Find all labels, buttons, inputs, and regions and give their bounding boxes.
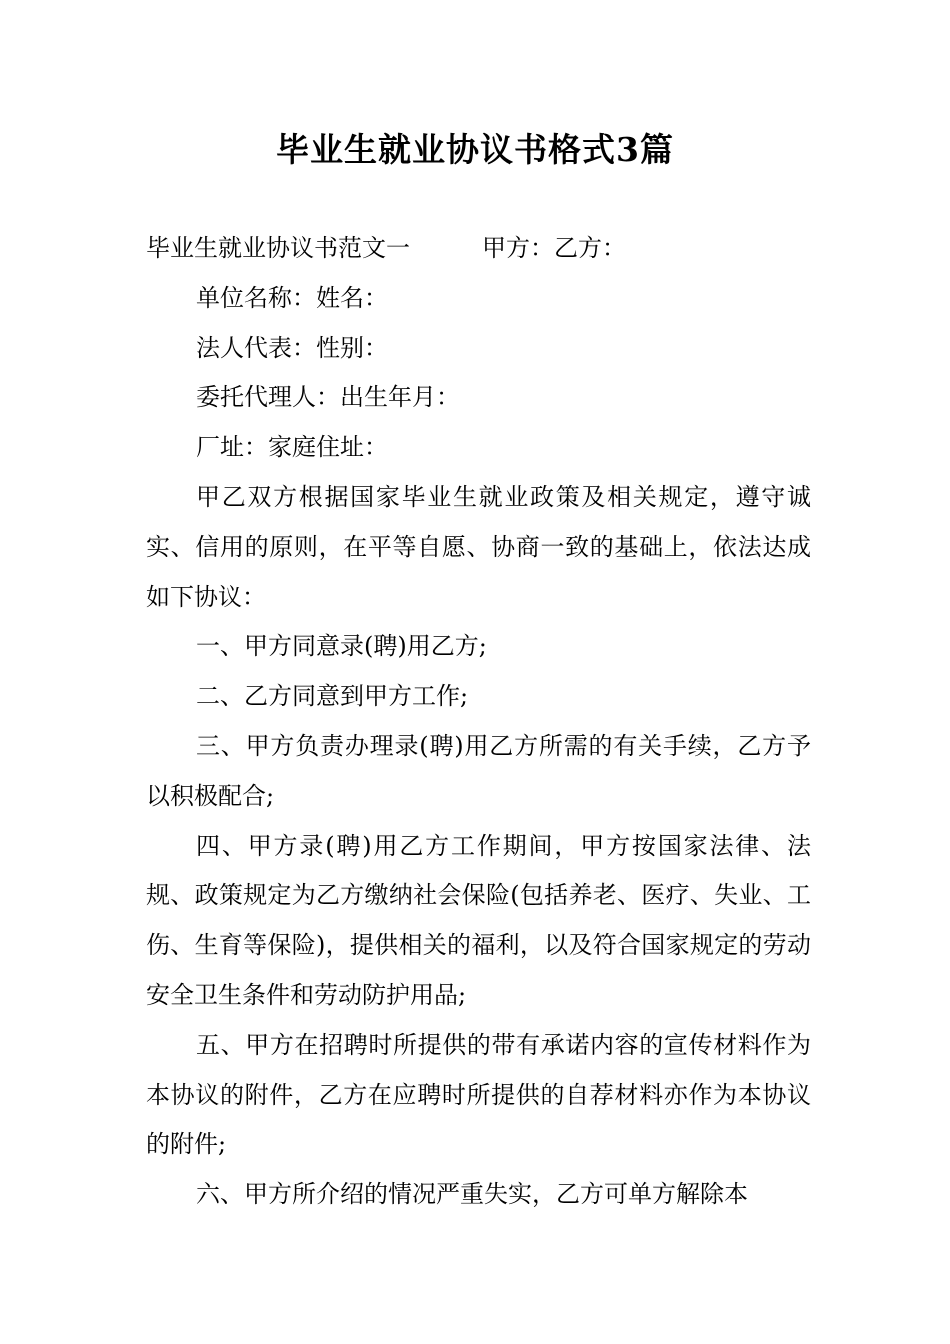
paragraph-clause-3: 三、甲方负责办理录(聘)用乙方所需的有关手续，乙方予以积极配合; — [146, 731, 811, 810]
paragraph-address: 厂址：家庭住址： — [196, 433, 388, 462]
document-body — [146, 224, 811, 1220]
paragraph-clause-6: 六、甲方所介绍的情况严重失实，乙方可单方解除本 — [196, 1180, 748, 1209]
paragraph-unit-name: 单位名称：姓名： — [196, 283, 388, 312]
paragraph-clause-1: 一、甲方同意录(聘)用乙方; — [196, 632, 487, 661]
paragraph-agent: 委托代理人：出生年月： — [196, 383, 460, 412]
paragraph-clause-5: 五、甲方在招聘时所提供的带有承诺内容的宣传材料作为本协议的附件，乙方在应聘时所提供的自荐材料亦作为本协议的附件; — [146, 1030, 811, 1159]
section-heading-line: 毕业生就业协议书范文一 甲方：乙方： — [146, 234, 626, 262]
paragraph-legal-rep: 法人代表：性别： — [196, 333, 388, 362]
paragraph-preamble: 甲乙双方根据国家毕业生就业政策及相关规定，遵守诚实、信用的原则，在平等自愿、协商一致的基础上，依法达成如下协议： — [146, 482, 811, 611]
document-title: 毕业生就业协议书格式3篇 — [276, 130, 674, 169]
paragraph-clause-2: 二、乙方同意到甲方工作; — [196, 682, 469, 711]
paragraph-clause-4: 四、甲方录(聘)用乙方工作期间，甲方按国家法律、法规、政策规定为乙方缴纳社会保险(包括养老、医疗、失业、工伤、生育等保险)，提供相关的福利，以及符合国家规定的劳动安全卫生条件和劳动防护用品; — [146, 831, 811, 1009]
